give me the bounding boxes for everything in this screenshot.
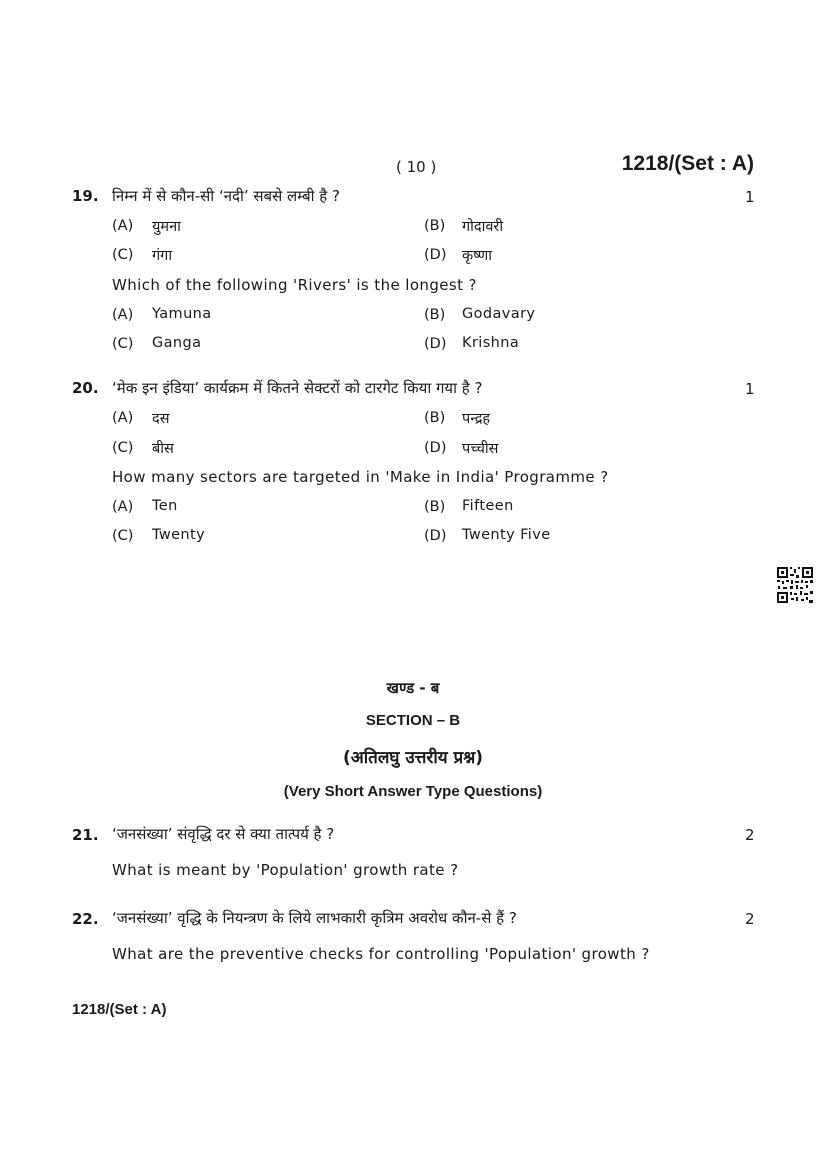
q19-hi-option-a-label: (A) — [112, 218, 134, 234]
section-subtitle-hindi: (अतिलघु उत्तरीय प्रश्न) — [342, 748, 483, 768]
q20-en-option-a: Ten — [152, 498, 178, 514]
question-22-text-hindi: ‘जनसंख्या’ वृद्धि के नियन्त्रण के लिये लाभकारी कृत्रिम अवरोध कौन-से हैं ? — [112, 909, 517, 927]
q19-en-option-b-label: (B) — [424, 307, 446, 323]
q20-en-option-a-label: (A) — [112, 499, 134, 515]
q19-hi-option-d: कृष्णा — [462, 248, 493, 264]
q20-hi-option-a-label: (A) — [112, 410, 134, 426]
question-21-text-english: What is meant by 'Population' growth rate ? — [112, 861, 459, 879]
question-20-text-english: How many sectors are targeted in 'Make in India' Programme ? — [112, 468, 609, 486]
question-22-marks: 2 — [745, 910, 755, 928]
question-21-marks: 2 — [745, 826, 755, 844]
q20-en-option-d-label: (D) — [424, 528, 447, 544]
q20-en-option-b: Fifteen — [462, 498, 514, 514]
question-19-number: 19. — [72, 187, 99, 205]
q19-en-option-a: Yamuna — [152, 306, 212, 322]
section-title-english: SECTION – B — [365, 712, 461, 729]
paper-code-footer: 1218/(Set : A) — [72, 1001, 167, 1018]
question-20-marks: 1 — [745, 380, 755, 398]
q19-hi-option-d-label: (D) — [424, 247, 447, 263]
q20-hi-option-c: बीस — [152, 441, 174, 457]
question-22-number: 22. — [72, 910, 99, 928]
q20-en-option-c: Twenty — [152, 527, 206, 543]
q20-hi-option-b: पन्द्रह — [462, 411, 491, 427]
q20-en-option-d: Twenty Five — [462, 527, 551, 543]
question-19-text-hindi: निम्न में से कौन-सी ‘नदी’ सबसे लम्बी है ? — [112, 187, 340, 205]
q19-en-option-c-label: (C) — [112, 336, 134, 352]
q20-en-option-b-label: (B) — [424, 499, 446, 515]
q20-hi-option-c-label: (C) — [112, 440, 134, 456]
q19-hi-option-c-label: (C) — [112, 247, 134, 263]
section-subtitle-english: (Very Short Answer Type Questions) — [283, 783, 543, 800]
q19-hi-option-c: गंगा — [152, 248, 173, 264]
qr-code-icon — [776, 566, 814, 604]
q19-en-option-d: Krishna — [462, 335, 520, 351]
section-title-hindi: खण्ड - ब — [386, 679, 440, 697]
question-19-text-english: Which of the following 'Rivers' is the longest ? — [112, 276, 477, 294]
question-19-marks: 1 — [745, 188, 755, 206]
q19-en-option-a-label: (A) — [112, 307, 134, 323]
q19-en-option-b: Godavary — [462, 306, 536, 322]
question-21-number: 21. — [72, 826, 99, 844]
q20-hi-option-d-label: (D) — [424, 440, 447, 456]
q20-hi-option-d: पच्चीस — [462, 441, 499, 457]
page-number: ( 10 ) — [396, 158, 437, 176]
q19-en-option-d-label: (D) — [424, 336, 447, 352]
question-20-text-hindi: ‘मेक इन इंडिया’ कार्यक्रम में कितने सेक्टरों को टारगेट किया गया है ? — [112, 379, 483, 397]
question-22-text-english: What are the preventive checks for controlling 'Population' growth ? — [112, 945, 650, 963]
q20-hi-option-a: दस — [152, 411, 170, 427]
q20-hi-option-b-label: (B) — [424, 410, 446, 426]
q19-hi-option-a: युमना — [152, 219, 181, 235]
q19-en-option-c: Ganga — [152, 335, 202, 351]
q19-hi-option-b-label: (B) — [424, 218, 446, 234]
question-21-text-hindi: ‘जनसंख्या’ संवृद्धि दर से क्या तात्पर्य है ? — [112, 825, 335, 843]
paper-code-header: 1218/(Set : A) — [621, 152, 754, 175]
question-20-number: 20. — [72, 379, 99, 397]
q20-en-option-c-label: (C) — [112, 528, 134, 544]
q19-hi-option-b: गोदावरी — [462, 219, 504, 235]
